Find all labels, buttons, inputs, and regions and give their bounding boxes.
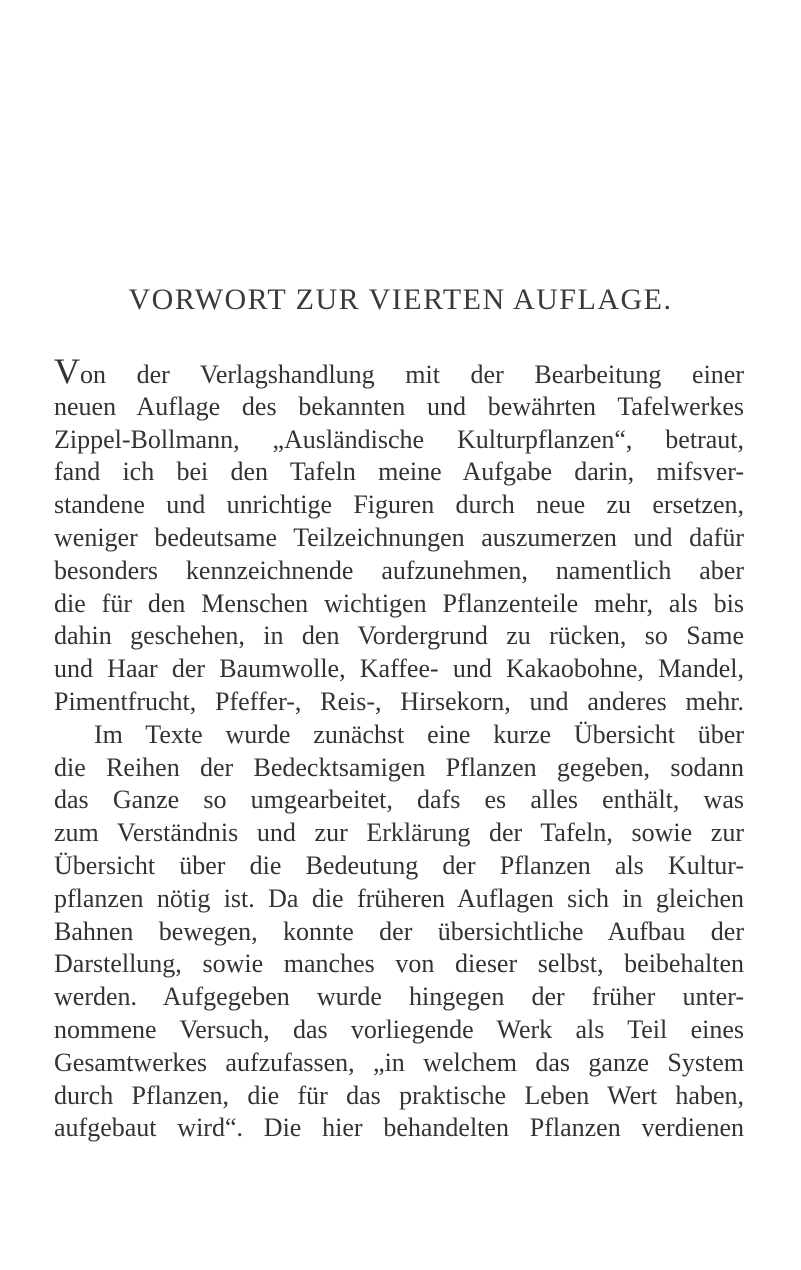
- text-line: durch Pflanzen, die für das praktische Leben Wert haben,: [54, 1080, 744, 1110]
- text-line: weniger bedeutsame Teilzeichnungen auszumerzen und dafür: [54, 522, 744, 552]
- paragraph-2-first-line: Im Texte wurde zunächst eine kurze Übersicht über: [94, 719, 744, 749]
- text-line: Zippel-Bollmann, „Ausländische Kulturpflanzen“, betraut,: [54, 424, 744, 454]
- text-line: aufgebaut wird“. Die hier behandelten Pflanzen verdienen: [54, 1113, 744, 1143]
- text-line: nommene Versuch, das vorliegende Werk als Teil eines: [54, 1014, 744, 1044]
- text-line: fand ich bei den Tafeln meine Aufgabe darin, mifsver-: [54, 457, 744, 487]
- text-line: zum Verständnis und zur Erklärung der Tafeln, sowie zur: [54, 818, 744, 848]
- text-line: Pimentfrucht, Pfeffer-, Reis-, Hirsekorn, und anderes mehr.: [54, 686, 744, 716]
- paragraph-1-first-line-text: on der Verlagshandlung mit der Bearbeitung einer: [80, 360, 744, 389]
- text-line: pflanzen nötig ist. Da die früheren Auflagen sich in gleichen: [54, 883, 744, 913]
- text-line: standene und unrichtige Figuren durch neue zu ersetzen,: [54, 490, 744, 520]
- text-line: und Haar der Baumwolle, Kaffee- und Kakaobohne, Mandel,: [54, 654, 744, 684]
- paragraph-1-first-line: [54, 351, 744, 391]
- text-line: besonders kennzeichnende aufzunehmen, namentlich aber: [54, 555, 744, 585]
- page-title: VORWORT ZUR VIERTEN AUFLAGE.: [128, 283, 673, 316]
- body-text: [54, 351, 744, 1145]
- text-line: neuen Auflage des bekannten und bewährten Tafelwerkes: [54, 391, 744, 421]
- text-line: die für den Menschen wichtigen Pflanzenteile mehr, als bis: [54, 588, 744, 618]
- text-line: Bahnen bewegen, konnte der übersichtliche Aufbau der: [54, 916, 744, 946]
- text-line: dahin geschehen, in den Vordergrund zu rücken, so Same: [54, 621, 744, 651]
- text-line: die Reihen der Bedecktsamigen Pflanzen gegeben, sodann: [54, 752, 744, 782]
- text-line: Gesamtwerkes aufzufassen, „in welchem das ganze System: [54, 1047, 744, 1077]
- text-line: Übersicht über die Bedeutung der Pflanzen als Kultur-: [54, 850, 744, 880]
- text-line: werden. Aufgegeben wurde hingegen der früher unter-: [54, 982, 744, 1012]
- text-line: das Ganze so umgearbeitet, dafs es alles enthält, was: [54, 785, 744, 815]
- drop-capital: V: [54, 351, 80, 391]
- text-line: Darstellung, sowie manches von dieser selbst, beibehalten: [54, 949, 744, 979]
